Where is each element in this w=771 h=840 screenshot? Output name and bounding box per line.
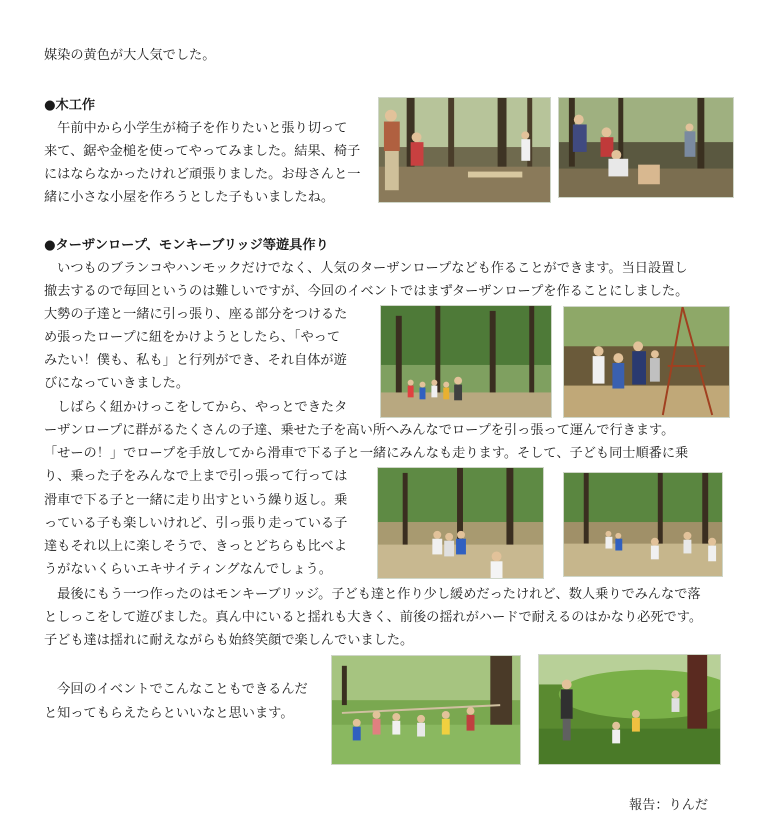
woodwork-photo-2	[558, 97, 734, 198]
tarzan-line: め張ったロープに紐をかけようとしたら、「やって	[44, 330, 341, 345]
tarzan-line: うがないくらいエキサイティングなんでしょう。	[44, 562, 332, 577]
tarzan-line: り、乗った子をみんなで上まで引っ張って行っては	[44, 469, 348, 484]
tarzan-line: としっこをして遊びました。真ん中にいると揺れも大きく、前後の揺れがハードで耐えるのはかなり必死です。	[44, 610, 703, 625]
tarzan-line: 滑車で下る子と一緒に走り出すという繰り返し。乗	[44, 493, 348, 508]
tarzan-line: 「せーの！」でロープを手放してから滑車で下る子と一緒にみんなも走ります。そして、子ども同士順番に乗	[44, 446, 689, 461]
tarzan-photo-4	[563, 472, 723, 577]
closing-photo-2	[538, 654, 721, 765]
tarzan-photo-1	[380, 305, 552, 418]
closing-line: 今回のイベントでこんなこともできるんだ	[44, 682, 308, 697]
report-credit: 報告：りんだ	[629, 798, 709, 813]
tarzan-line: しばらく紐かけっこをしてから、やっとできたタ	[44, 400, 348, 415]
closing-line: と知ってもらえたらといいなと思います。	[44, 706, 294, 721]
woodwork-line: 緒に小さな小屋を作ろうとした子もいましたね。	[44, 190, 335, 205]
tarzan-line: びになっていきました。	[44, 376, 190, 391]
tarzan-line: っている子も楽しいけれど、引っ張り走っている子	[44, 516, 348, 531]
tarzan-line: みたい！僕も、私も」と行列ができ、それ自体が遊	[44, 353, 347, 368]
tarzan-line: いつものブランコやハンモックだけでなく、人気のターザンロープなども作ることができます。当日設置し	[44, 261, 688, 276]
closing-photo-1	[331, 655, 521, 765]
woodwork-photo-1	[378, 97, 551, 203]
tarzan-line: ーザンロープに群がるたくさんの子達、乗せた子を高い所へみんなでロープを引っ張って運んで行きます。	[44, 423, 675, 438]
tarzan-line: 達もそれ以上に楽しそうで、きっとどちらも比べよ	[44, 539, 348, 554]
woodwork-line: 午前中から小学生が椅子を作りたいと張り切って	[44, 121, 348, 136]
intro-line: 媒染の黄色が大人気でした。	[44, 48, 216, 63]
woodwork-line: 来て、鋸や金槌を使ってやってみました。結果、椅子	[44, 144, 361, 159]
woodwork-line: にはならなかったけれど頑張りました。お母さんと一	[44, 167, 361, 182]
woodwork-heading: ●木工作	[44, 98, 96, 113]
tarzan-photo-3	[377, 467, 544, 579]
tarzan-line: 撤去するので毎回というのは難しいですが、今回のイベントではまずターザンロープを作ることにしました。	[44, 284, 689, 299]
tarzan-photo-2	[563, 306, 730, 418]
tarzan-line: 最後にもう一つ作ったのはモンキーブリッジ。子ども達と作り少し緩めだったけれど、数人乗りでみんなで落	[44, 587, 701, 602]
tarzan-heading: ●ターザンロープ、モンキーブリッジ等遊具作り	[44, 238, 329, 253]
tarzan-line: 大勢の子達と一緒に引っ張り、座る部分をつけるた	[44, 307, 348, 322]
tarzan-line: 子ども達は揺れに耐えながらも始終笑顔で楽しんでいました。	[44, 633, 414, 648]
